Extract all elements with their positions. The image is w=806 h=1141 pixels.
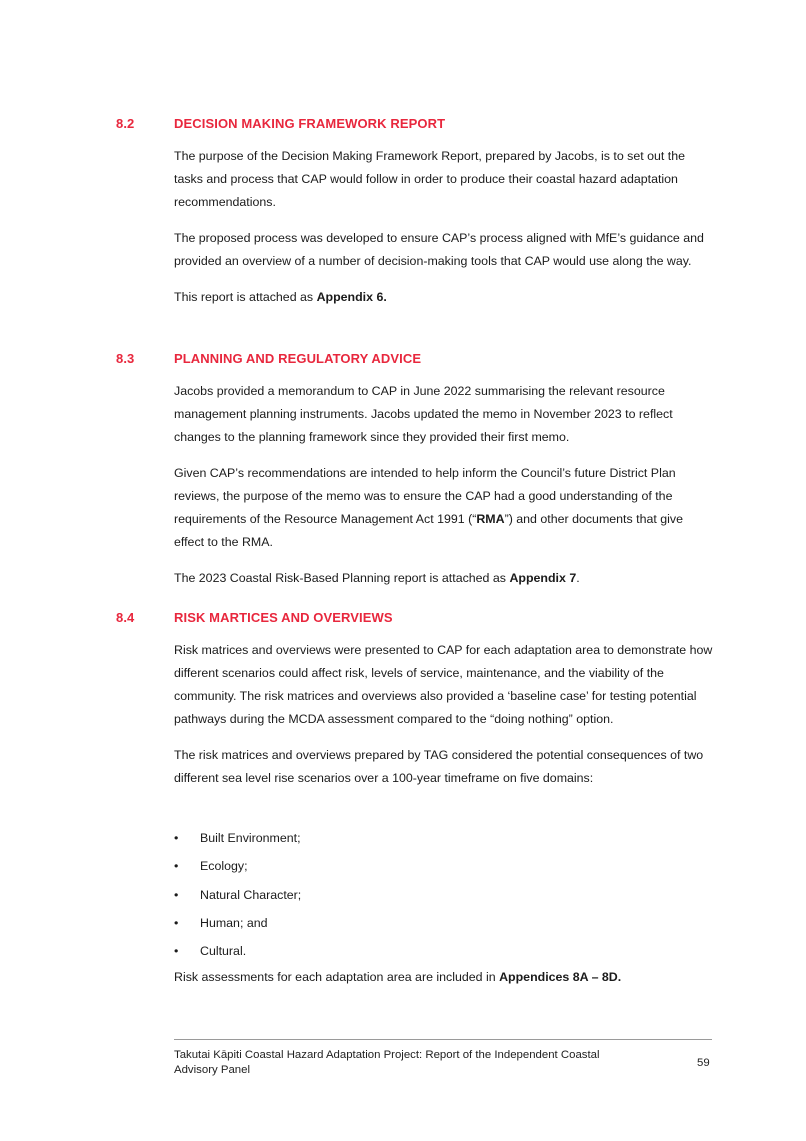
paragraph: The proposed process was developed to ensure CAP’s process aligned with MfE’s guidance and provided an overview of a number of decision-making tools that CAP would use along the way. <box>174 231 704 268</box>
list-item-text: Cultural. <box>200 944 247 959</box>
paragraph: Jacobs provided a memorandum to CAP in June 2022 summarising the relevant resource management planning instruments. Jacobs updated the memo in November 2023 to reflect changes to the planning framework since they provided their first memo. <box>174 384 673 444</box>
section-heading-8-4 <box>116 610 393 625</box>
rma-abbreviation: RMA <box>476 512 505 526</box>
section-number: 8.4 <box>116 610 135 625</box>
list-item-text: Natural Character; <box>200 887 302 902</box>
list-item-text: Ecology; <box>200 859 248 874</box>
paragraph: Given CAP’s recommendations are intended to help inform the Council’s future District Plan reviews, the purpose of the memo was to ensure the CAP had a good understanding of the requirements of the Resource Management Act 1991 (“RMA”) and other documents that give effect to the RMA. <box>174 466 683 549</box>
list-item-text: Built Environment; <box>200 831 301 845</box>
list-item-text: Human; and <box>200 915 268 930</box>
appendix-reference: Appendices 8A – 8D. <box>499 970 622 984</box>
paragraph: The purpose of the Decision Making Framework Report, prepared by Jacobs, is to set out the tasks and process that CAP would follow in order to produce their coastal hazard adaptation recommendations. <box>174 149 686 209</box>
attachment-note: The 2023 Coastal Risk-Based Planning report is attached as Appendix 7. <box>174 571 580 585</box>
attachment-note: This report is attached as Appendix 6. <box>174 290 387 304</box>
section-title: RISK MARTICES AND OVERVIEWS <box>174 610 393 625</box>
attachment-note-8-4 <box>174 966 714 989</box>
section-number: 8.3 <box>116 351 135 366</box>
paragraph: The risk matrices and overviews prepared by TAG considered the potential consequences of two different sea level rise scenarios over a 100-year timeframe on five domains: <box>174 748 704 785</box>
section-body-8-4 <box>174 639 714 790</box>
section-title: PLANNING AND REGULATORY ADVICE <box>174 351 422 366</box>
footer-divider <box>174 1039 712 1040</box>
section-body-8-2 <box>174 145 714 309</box>
section-heading-8-3 <box>116 351 421 366</box>
section-body-8-3 <box>174 380 714 590</box>
bullet-icon: • <box>174 944 179 959</box>
attachment-note: Risk assessments for each adaptation area are included in Appendices 8A – 8D. <box>174 970 622 984</box>
section-title: DECISION MAKING FRAMEWORK REPORT <box>174 116 446 131</box>
appendix-reference: Appendix 7 <box>509 571 577 585</box>
paragraph: Risk matrices and overviews were presented to CAP for each adaptation area to demonstrate how different scenarios could affect risk, levels of service, maintenance, and the viability of the community. The risk matrices and overviews also provided a ‘baseline case’ for testing potential pathways during the MCDA assessment compared to the “doing nothing” option. <box>174 643 713 726</box>
page-number: 59 <box>697 1057 710 1069</box>
bullet-icon: • <box>174 859 179 874</box>
bullet-icon: • <box>174 887 179 902</box>
bullet-icon: • <box>174 915 179 930</box>
footer-title: Takutai Kāpiti Coastal Hazard Adaptation Project: Report of the Independent Coastal Advisory Panel <box>174 1049 600 1076</box>
appendix-reference: Appendix 6. <box>316 290 387 304</box>
section-heading-8-2 <box>116 116 445 131</box>
section-number: 8.2 <box>116 116 135 131</box>
bullet-icon: • <box>174 831 179 845</box>
